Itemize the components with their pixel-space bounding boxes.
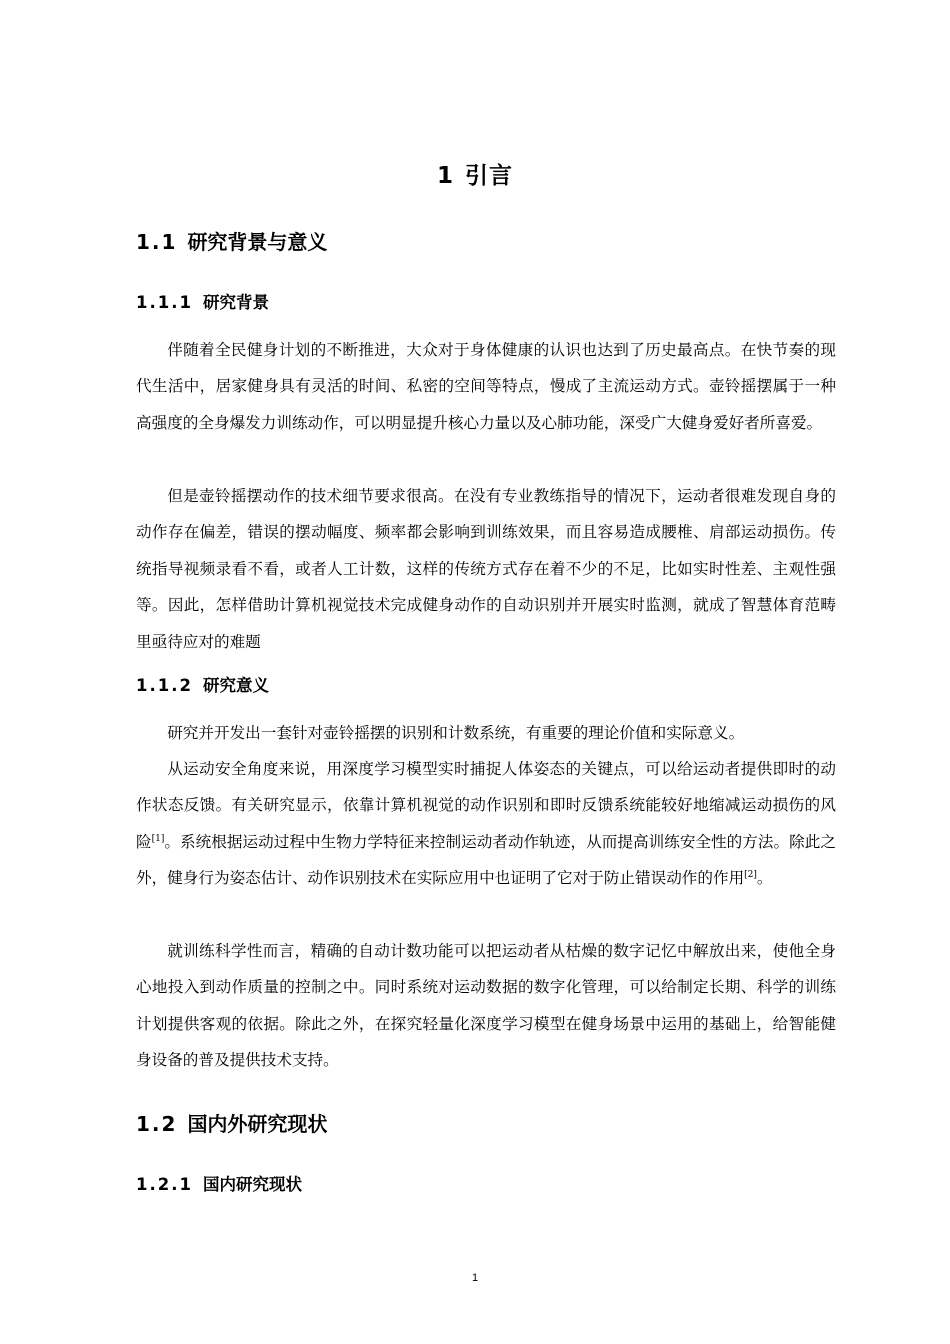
paragraph-text: 从运动安全角度来说，用深度学习模型实时捕捉人体姿态的关键点，可以给运动者提供即时的动作状态反馈。有关研究显示，依靠计算机视觉的动作识别和即时反馈系统能较好地缩减运动损伤的风险 <box>136 760 836 851</box>
subsection-title: 国内研究现状 <box>202 1175 302 1194</box>
chapter-title <box>0 158 950 194</box>
paragraph-text: 。系统根据运动过程中生物力学特征来控制运动者动作轨迹，从而提高训练安全性的方法。除此之外，健身行为姿态估计、动作识别技术在实际应用中也证明了它对于防止错误动作的作用 <box>136 832 836 888</box>
subsection-heading-1-1-1 <box>136 290 269 316</box>
subsection-number: 1.1.1 <box>136 293 193 312</box>
section-title: 研究背景与意义 <box>187 230 328 254</box>
subsection-heading-1-1-2 <box>136 673 269 699</box>
paragraph-significance-2 <box>136 751 836 897</box>
section-heading-1-1 <box>136 227 327 257</box>
paragraph-background-1: 伴随着全民健身计划的不断推进，大众对于身体健康的认识也达到了历史最高点。在快节奏的现代生活中，居家健身具有灵活的时间、私密的空间等特点，慢成了主流运动方式。壶铃摇摆属于一种高强度的全身爆发力训练动作，可以明显提升核心力量以及心肺功能，深受广大健身爱好者所喜爱。 <box>136 341 836 432</box>
paragraph-text: 。 <box>756 869 773 888</box>
paragraph-significance-3: 就训练科学性而言，精确的自动计数功能可以把运动者从枯燥的数字记忆中解放出来，使他全身心地投入到动作质量的控制之中。同时系统对运动数据的数字化管理，可以给制定长期、科学的训练计划提供客观的依据。除此之外，在探究轻量化深度学习模型在健身场景中运用的基础上，给智能健身设备的普及提供技术支持。 <box>136 942 836 1070</box>
subsection-number: 1.2.1 <box>136 1175 193 1194</box>
section-number: 1.2 <box>136 1112 178 1136</box>
paragraph-background-2: 但是壶铃摇摆动作的技术细节要求很高。在没有专业教练指导的情况下，运动者很难发现自身的动作存在偏差，错误的摆动幅度、频率都会影响到训练效果，而且容易造成腰椎、肩部运动损伤。传统指导视频录看不看，或者人工计数，这样的传统方式存在着不少的不足，比如实时性差、主观性强等。因此，怎样借助计算机视觉技术完成健身动作的自动识别并开展实时监测，就成了智慧体育范畴里亟待应对的难题 <box>136 487 836 651</box>
chapter-number: 1 <box>436 163 455 189</box>
subsection-number: 1.1.2 <box>136 676 193 695</box>
subsection-title: 研究背景 <box>202 293 269 312</box>
subsection-title: 研究意义 <box>202 676 269 695</box>
section-number: 1.1 <box>136 230 178 254</box>
page-number: 1 <box>471 1272 479 1284</box>
section-heading-1-2 <box>136 1109 327 1139</box>
citation-ref-2: [2] <box>744 870 757 881</box>
citation-ref-1: [1] <box>151 833 165 844</box>
chapter-title-text: 引言 <box>465 163 513 189</box>
paragraph-significance-1: 研究并开发出一套针对壶铃摇摆的识别和计数系统，有重要的理论价值和实际意义。 <box>167 724 745 742</box>
subsection-heading-1-2-1 <box>136 1172 302 1198</box>
section-title: 国内外研究现状 <box>187 1112 328 1136</box>
